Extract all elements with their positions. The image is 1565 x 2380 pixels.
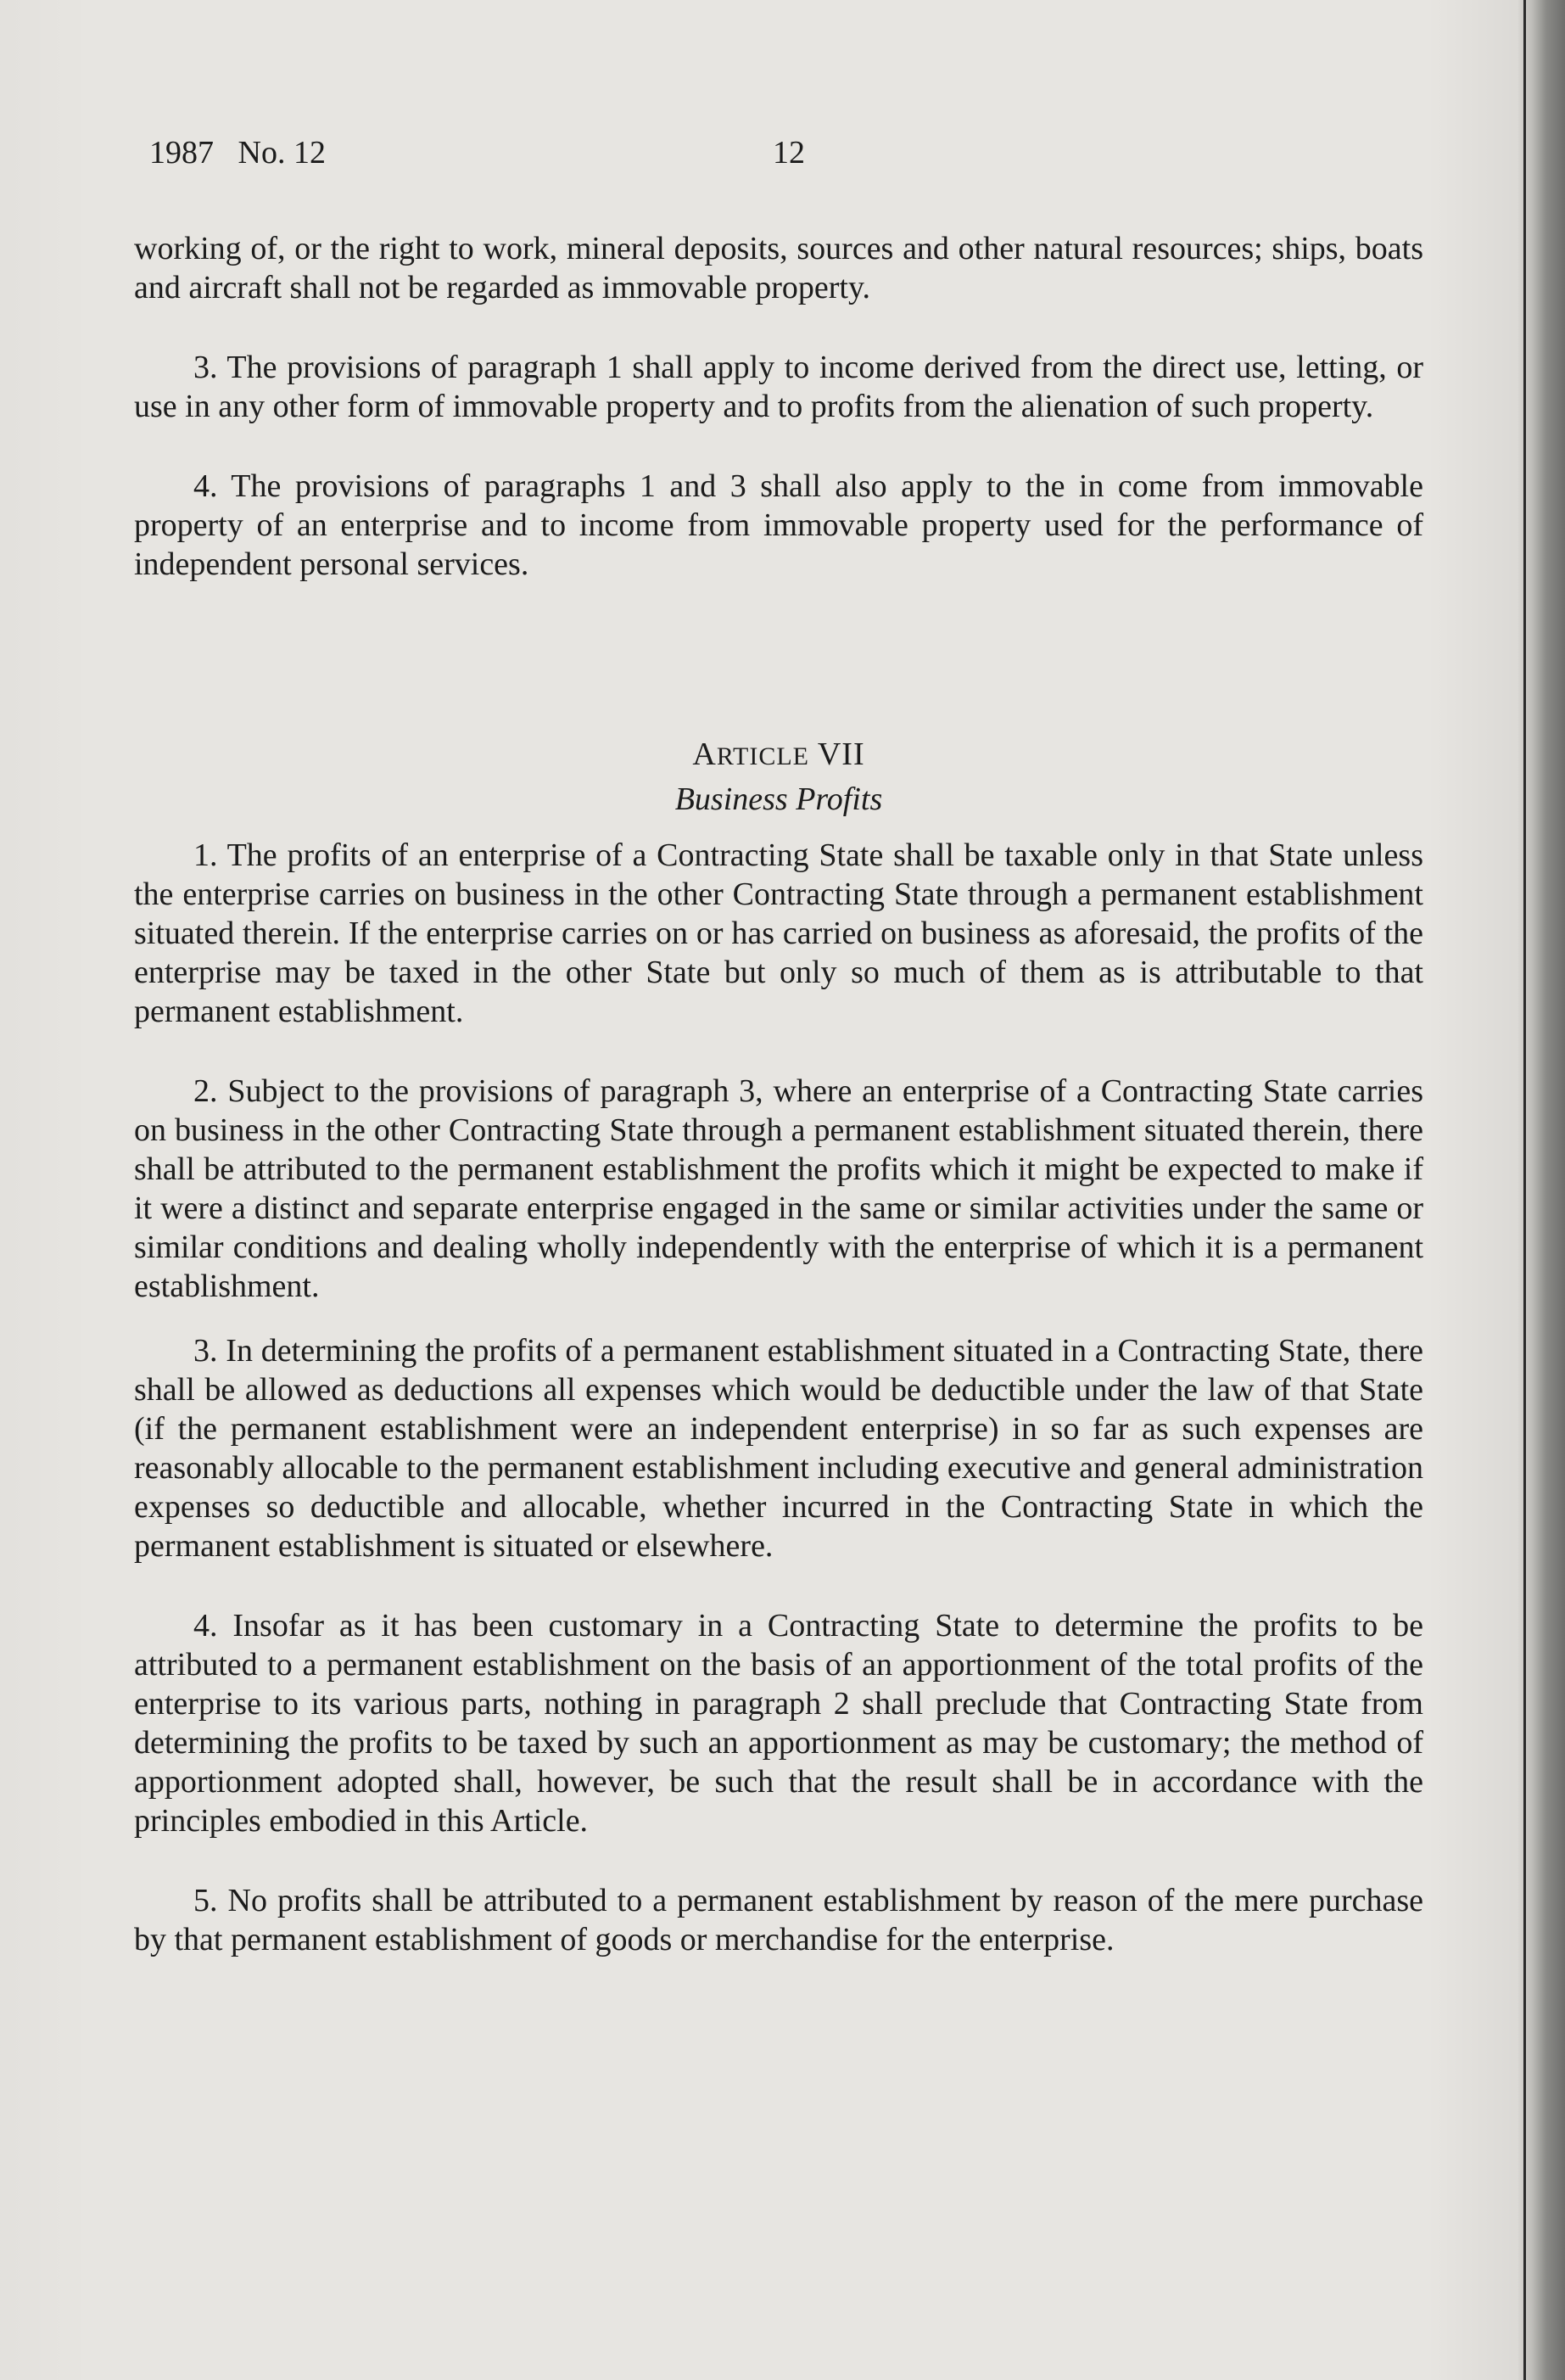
article-title: Business Profits [674, 781, 883, 817]
page-edge-line [1523, 0, 1526, 2380]
article-label-initial: A [692, 736, 717, 772]
article-label-rest: RTICLE [716, 742, 810, 770]
article-paragraph-5: 5. No profits shall be attributed to a permanent establishment by reason of the mere purchase by that permanent establishment of goods or merchandise for the enterprise. [134, 1883, 1423, 1957]
article-paragraph-1: 1. The profits of an enterprise of a Contracting State shall be taxable only in that State unless the enterprise carries on business in the other Contracting State through a permanent establishment situated therein. If the enterprise carries on or has carried on business as aforesaid, the profits of the enterprise may be taxed in the other State but only so much of them as is attributable to that permanent establishment. [134, 837, 1423, 1029]
article-paragraph-3: 3. In determining the profits of a permanent establishment situated in a Contracting State, there shall be allowed as deductions all expenses which would be deductible under the law of that State (if the permanent establishment were an independent enterprise) in so far as such expenses are reasonably allocable to the permanent establishment including executive and general administration expenses so deductible and allocable, whether incurred in the Contracting State in which the permanent establishment is situated or elsewhere. [134, 1333, 1423, 1564]
paragraph-continuation: working of, or the right to work, mineral deposits, sources and other natural resources; ships, boats and aircraft shall not be regarded as immovable property. [134, 231, 1423, 305]
paragraph-4: 4. The provisions of paragraphs 1 and 3 shall also apply to the in come from immovable property of an enterprise and to income from immovable property used for the performance of independent personal services. [134, 468, 1423, 582]
page-body [134, 229, 1423, 1959]
article-numeral: VII [817, 736, 865, 772]
article-paragraph-4: 4. Insofar as it has been customary in a Contracting State to determine the profits to be attributed to a permanent establishment on the basis of an apportionment of the total profits of the enterprise to its various parts, nothing in paragraph 2 shall preclude that Contracting State from determining the profits to be taxed by such an apportionment as may be customary; the method of apportionment adopted shall, however, be such that the result shall be in accordance with the principles embodied in this Article. [134, 1608, 1423, 1839]
page-number: 12 [773, 135, 805, 171]
article-heading [134, 735, 1423, 776]
act-reference: 1987 No. 12 [149, 135, 326, 171]
page-edge-shadow [1518, 0, 1565, 2380]
article-paragraph-2: 2. Subject to the provisions of paragraph 3, where an enterprise of a Contracting State carries on business in the other Contracting State through a permanent establishment situated therein, there shall be attributed to the permanent establishment the profits which it might be expected to make if it were a distinct and separate enterprise engaged in the same or similar activities under the same or similar conditions and dealing wholly independently with the enterprise of which it is a permanent establishment. [134, 1073, 1423, 1304]
paragraph-3: 3. The provisions of paragraph 1 shall apply to income derived from the direct use, letting, or use in any other form of immovable property and to profits from the alienation of such property. [134, 350, 1423, 424]
